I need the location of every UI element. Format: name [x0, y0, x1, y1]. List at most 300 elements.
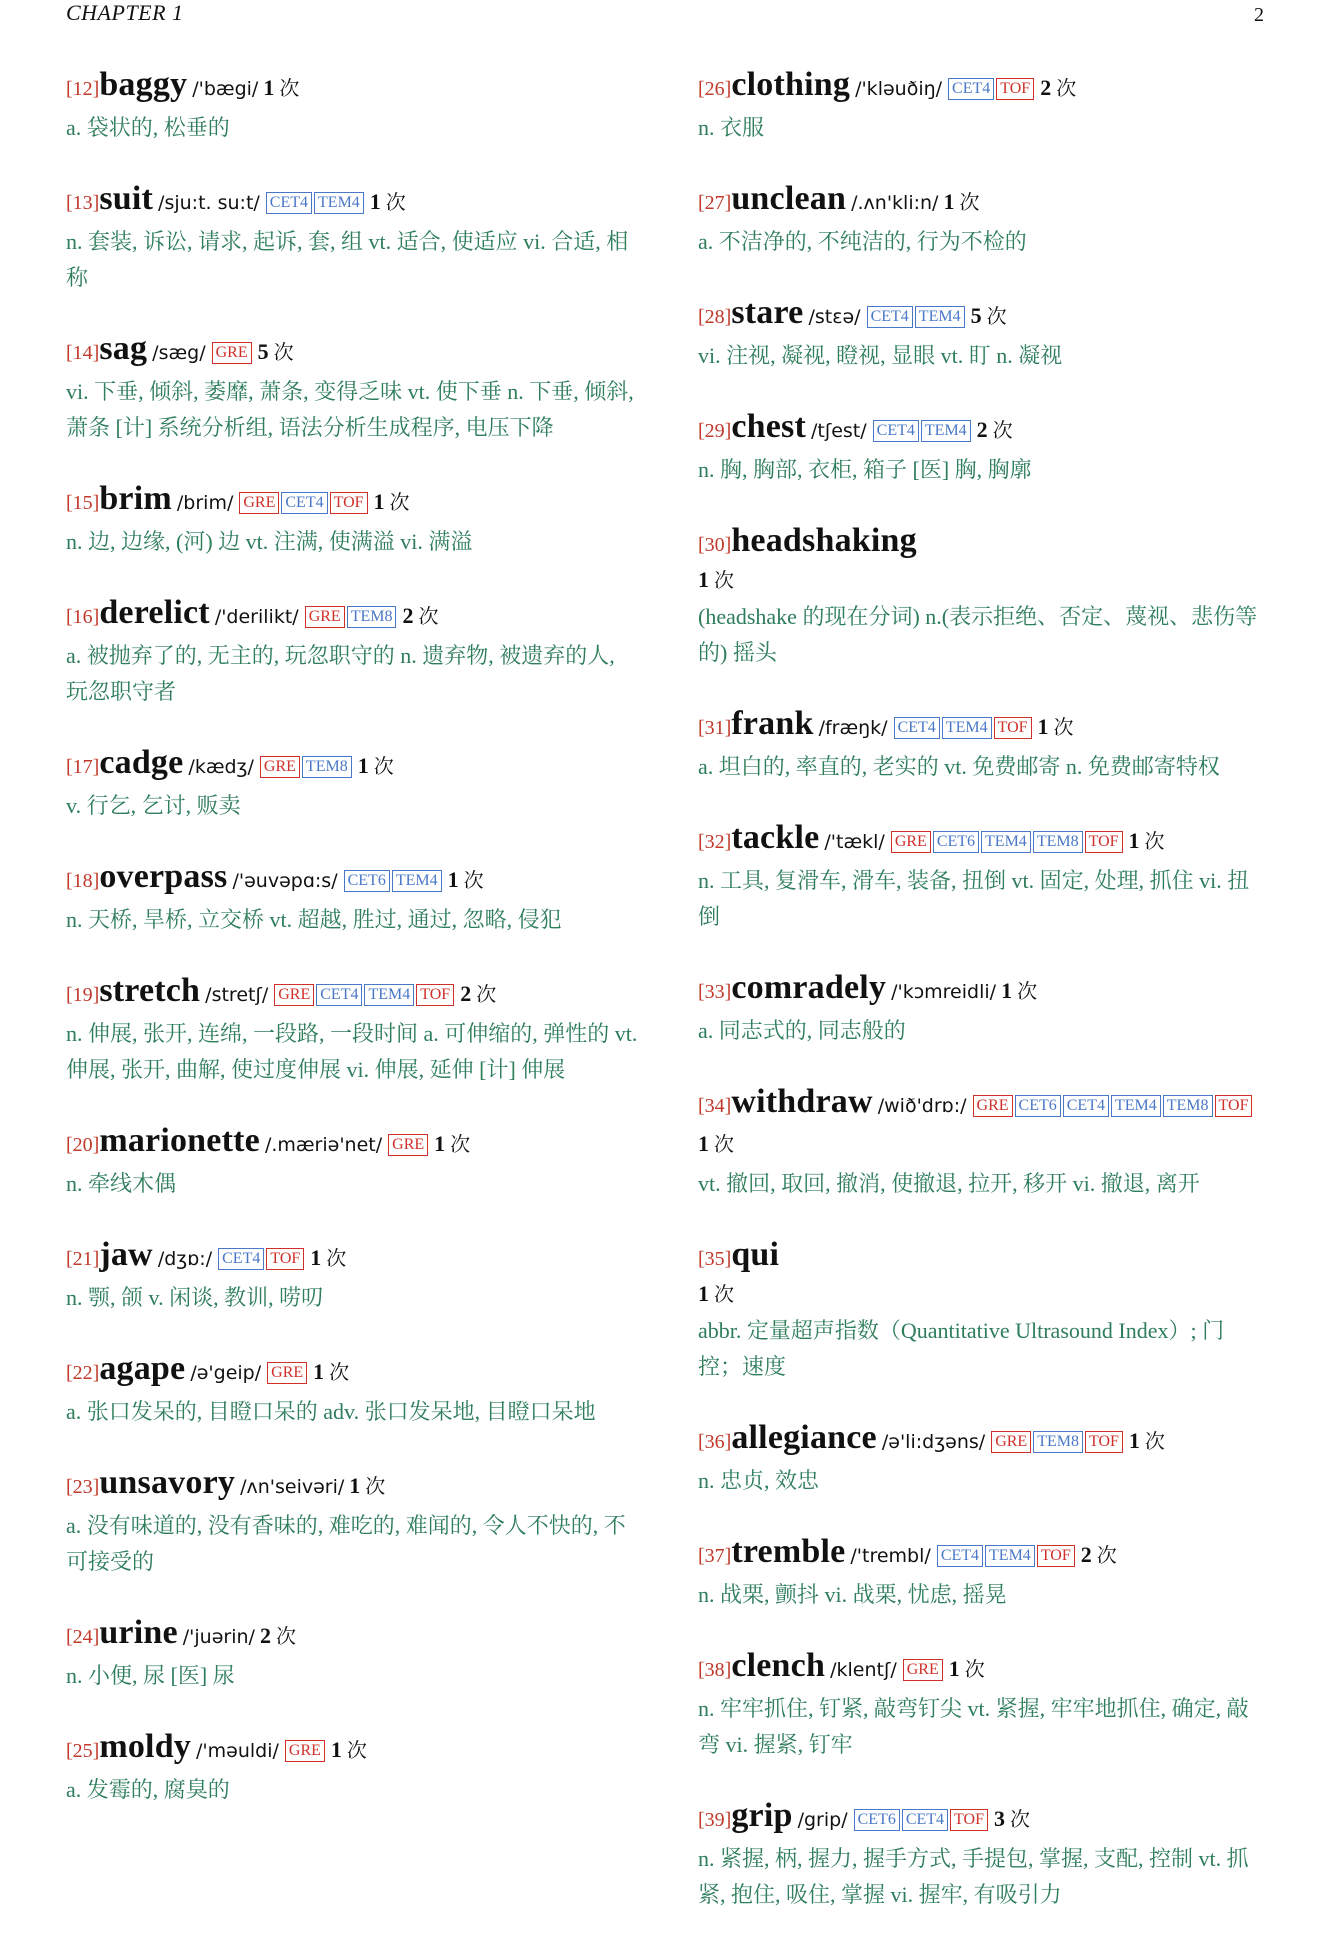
entry-word: stare	[731, 294, 804, 331]
entry-index: [18]	[66, 870, 100, 892]
entry-headline	[698, 1419, 1268, 1461]
occurrence-number: 1	[349, 1473, 361, 1498]
entry-index: [36]	[698, 1431, 732, 1453]
occurrence-count	[259, 1623, 296, 1648]
occurrence-count	[313, 1359, 350, 1384]
entry-pronunciation: /'juərin/	[182, 1626, 255, 1648]
word-entry	[698, 705, 1268, 785]
entry-headline	[698, 66, 1268, 108]
entry-word: stretch	[99, 972, 201, 1009]
entry-pronunciation: /.ʌn'kli:n/	[851, 192, 939, 214]
occurrence-number: 2	[460, 981, 472, 1006]
entry-index: [31]	[698, 717, 732, 739]
word-entry	[66, 972, 641, 1088]
occurrence-number: 5	[970, 303, 982, 328]
entry-word: cadge	[99, 744, 184, 781]
entry-headline	[698, 522, 1268, 597]
word-entry	[66, 1728, 641, 1808]
entry-index: [38]	[698, 1659, 732, 1681]
occurrence-number: 1	[313, 1359, 325, 1384]
exam-tag-tof: TOF	[266, 1248, 304, 1270]
occurrence-count	[698, 564, 1268, 597]
entry-index: [28]	[698, 306, 732, 328]
occurrence-number: 1	[1037, 714, 1049, 739]
entry-index: [20]	[66, 1134, 100, 1156]
entry-pronunciation: /sju:t. su:t/	[158, 192, 260, 214]
exam-tag-gre: GRE	[305, 606, 345, 628]
occurrence-suffix: 次	[476, 984, 497, 1006]
entry-index: [23]	[66, 1476, 100, 1498]
occurrence-number: 2	[976, 417, 988, 442]
word-entry	[66, 1614, 641, 1694]
exam-tag-gre: GRE	[274, 984, 314, 1006]
exam-tag-tem4: TEM4	[942, 717, 992, 739]
exam-tag-cet4: CET4	[1063, 1095, 1109, 1117]
entry-word: urine	[99, 1614, 178, 1651]
entry-definition: vi. 注视, 凝视, 瞪视, 显眼 vt. 盯 n. 凝视	[698, 343, 1063, 368]
exam-tag-cet4: CET4	[266, 192, 312, 214]
entry-index: [30]	[698, 534, 732, 556]
occurrence-count	[357, 753, 394, 778]
occurrence-suffix: 次	[1144, 831, 1165, 853]
occurrence-count	[698, 1278, 1268, 1311]
occurrence-count	[263, 75, 300, 100]
entry-definition: n. 忠贞, 效忠	[698, 1468, 820, 1493]
entry-word: sag	[99, 330, 148, 367]
entry-definition: n. 套装, 诉讼, 请求, 起诉, 套, 组 vt. 适合, 使适应 vi. 合适, 相称	[66, 229, 629, 290]
exam-tag-tem4: TEM4	[985, 1545, 1035, 1567]
entry-headline	[698, 969, 1268, 1011]
exam-tag-gre: GRE	[285, 1740, 325, 1762]
entry-word: marionette	[99, 1122, 260, 1159]
occurrence-number: 1	[263, 75, 275, 100]
entry-word: clothing	[731, 66, 851, 103]
word-entry	[698, 66, 1268, 146]
entry-pronunciation: /sæg/	[152, 342, 206, 364]
occurrence-suffix: 次	[714, 570, 734, 592]
entry-index: [29]	[698, 420, 732, 442]
entry-index: [22]	[66, 1362, 100, 1384]
occurrence-count	[402, 603, 439, 628]
entry-word: clench	[731, 1647, 826, 1684]
exam-tag-tem4: TEM4	[921, 420, 971, 442]
entry-definition: n. 紧握, 柄, 握力, 握手方式, 手提包, 掌握, 支配, 控制 vt. 抓紧, 抱住, 吸住, 掌握 vi. 握牢, 有吸引力	[698, 1846, 1249, 1907]
occurrence-suffix: 次	[329, 1362, 350, 1384]
word-entry	[66, 480, 641, 560]
exam-tag-tem8: TEM8	[1033, 831, 1083, 853]
occurrence-suffix: 次	[389, 492, 410, 514]
entry-headline	[66, 1350, 641, 1392]
word-entry	[66, 858, 641, 938]
occurrence-suffix: 次	[1144, 1431, 1165, 1453]
entry-pronunciation: /brim/	[176, 492, 234, 514]
occurrence-count	[369, 189, 406, 214]
entry-word: grip	[731, 1797, 793, 1834]
occurrence-number: 1	[447, 867, 459, 892]
occurrence-number: 2	[1040, 75, 1052, 100]
page-number: 2	[1254, 4, 1264, 26]
occurrence-suffix: 次	[964, 1659, 985, 1681]
exam-tag-cet4: CET4	[218, 1248, 264, 1270]
entry-definition: a. 袋状的, 松垂的	[66, 115, 230, 140]
exam-tag-tof: TOF	[996, 78, 1034, 100]
exam-tag-cet4: CET4	[937, 1545, 983, 1567]
entry-word: tremble	[731, 1533, 846, 1570]
entry-headline	[698, 1083, 1268, 1164]
entry-word: overpass	[99, 858, 228, 895]
occurrence-count	[970, 303, 1007, 328]
entry-word: headshaking	[731, 522, 917, 559]
entry-headline	[66, 480, 641, 522]
exam-tag-tof: TOF	[330, 492, 368, 514]
word-entry	[66, 66, 641, 146]
word-entry	[698, 294, 1268, 374]
exam-tag-tem8: TEM8	[1033, 1431, 1083, 1453]
entry-word: jaw	[99, 1236, 153, 1273]
entry-definition: a. 不洁净的, 不纯洁的, 行为不检的	[698, 229, 1027, 254]
occurrence-number: 2	[259, 1623, 271, 1648]
entry-definition: a. 发霉的, 腐臭的	[66, 1777, 230, 1802]
word-entry	[66, 330, 641, 446]
occurrence-count	[976, 417, 1013, 442]
exam-tag-cet6: CET6	[344, 870, 390, 892]
entry-definition: n. 天桥, 旱桥, 立交桥 vt. 超越, 胜过, 通过, 忽略, 侵犯	[66, 907, 562, 932]
occurrence-count	[373, 489, 410, 514]
entry-index: [35]	[698, 1248, 732, 1270]
entry-pronunciation: /stɛə/	[808, 306, 861, 328]
exam-tag-tem4: TEM4	[364, 984, 414, 1006]
entry-definition: a. 没有味道的, 没有香味的, 难吃的, 难闻的, 令人不快的, 不可接受的	[66, 1513, 626, 1574]
entry-headline	[698, 1533, 1268, 1575]
occurrence-count	[1001, 978, 1038, 1003]
exam-tag-cet6: CET6	[854, 1809, 900, 1831]
entry-index: [39]	[698, 1809, 732, 1831]
word-entry	[66, 594, 641, 710]
right-column	[698, 66, 1268, 1947]
occurrence-number: 1	[330, 1737, 342, 1762]
entry-definition: a. 坦白的, 率直的, 老实的 vt. 免费邮寄 n. 免费邮寄特权	[698, 754, 1220, 779]
word-entry	[66, 180, 641, 296]
entry-pronunciation: /stretʃ/	[205, 984, 269, 1006]
entry-index: [26]	[698, 78, 732, 100]
entry-headline	[698, 705, 1268, 747]
occurrence-number: 1	[1128, 1428, 1140, 1453]
exam-tag-cet4: CET4	[948, 78, 994, 100]
exam-tag-gre: GRE	[212, 342, 252, 364]
occurrence-count	[349, 1473, 386, 1498]
exam-tag-cet4: CET4	[316, 984, 362, 1006]
occurrence-count	[447, 867, 484, 892]
exam-tag-tof: TOF	[950, 1809, 988, 1831]
entry-definition: a. 同志式的, 同志般的	[698, 1018, 906, 1043]
occurrence-suffix: 次	[273, 342, 294, 364]
entry-definition: v. 行乞, 乞讨, 贩卖	[66, 793, 241, 818]
entry-index: [17]	[66, 756, 100, 778]
occurrence-suffix: 次	[1096, 1545, 1117, 1567]
entry-word: comradely	[731, 969, 887, 1006]
entry-word: moldy	[99, 1728, 192, 1765]
occurrence-number: 2	[402, 603, 414, 628]
exam-tag-tof: TOF	[994, 717, 1032, 739]
occurrence-number: 1	[310, 1245, 322, 1270]
entry-pronunciation: /klentʃ/	[830, 1659, 897, 1681]
entry-word: unclean	[731, 180, 847, 217]
entry-headline	[66, 1614, 641, 1656]
occurrence-number: 1	[369, 189, 381, 214]
word-entry	[698, 522, 1268, 671]
word-entry	[698, 1083, 1268, 1202]
exam-tag-tem4: TEM4	[392, 870, 442, 892]
exam-tag-tof: TOF	[416, 984, 454, 1006]
entry-word: brim	[99, 480, 172, 517]
entry-index: [14]	[66, 342, 100, 364]
occurrence-number: 1	[1001, 978, 1013, 1003]
exam-tag-cet6: CET6	[1015, 1095, 1061, 1117]
exam-tag-tof: TOF	[1037, 1545, 1075, 1567]
occurrence-suffix: 次	[1056, 78, 1077, 100]
entry-definition: n. 小便, 尿 [医] 尿	[66, 1663, 235, 1688]
page-header	[66, 0, 1264, 40]
entry-word: baggy	[99, 66, 188, 103]
entry-pronunciation: /'kləuðiŋ/	[855, 78, 943, 100]
entry-headline	[66, 66, 641, 108]
occurrence-suffix: 次	[373, 756, 394, 778]
word-entry	[698, 819, 1268, 935]
entry-index: [37]	[698, 1545, 732, 1567]
occurrence-number: 1	[943, 189, 955, 214]
entry-pronunciation: /'derilikt/	[214, 606, 299, 628]
entry-word: allegiance	[731, 1419, 877, 1456]
exam-tag-tem8: TEM8	[302, 756, 352, 778]
occurrence-number: 1	[948, 1656, 960, 1681]
entry-headline	[66, 744, 641, 786]
word-entry	[698, 1797, 1268, 1913]
entry-pronunciation: /.mæriə'net/	[264, 1134, 383, 1156]
occurrence-count	[257, 339, 294, 364]
exam-tag-tem4: TEM4	[314, 192, 364, 214]
word-entry	[698, 408, 1268, 488]
entry-pronunciation: /'məuldi/	[196, 1740, 279, 1762]
entry-index: [13]	[66, 192, 100, 214]
entry-definition: abbr. 定量超声指数（Quantitative Ultrasound Index）; 门控；速度	[698, 1318, 1225, 1379]
occurrence-suffix: 次	[986, 306, 1007, 328]
occurrence-number: 1	[1128, 828, 1140, 853]
entry-index: [32]	[698, 831, 732, 853]
entry-pronunciation: /'kɔmreidli/	[891, 981, 997, 1003]
occurrence-count	[310, 1245, 347, 1270]
entry-index: [21]	[66, 1248, 100, 1270]
exam-tag-cet4: CET4	[867, 306, 913, 328]
entry-pronunciation: /wið'drɒ:/	[877, 1095, 967, 1117]
entry-pronunciation: /ʌn'seivəri/	[240, 1476, 345, 1498]
entry-headline	[66, 972, 641, 1014]
entry-headline	[698, 1647, 1268, 1689]
exam-tag-cet4: CET4	[902, 1809, 948, 1831]
entry-word: frank	[731, 705, 814, 742]
occurrence-suffix: 次	[1009, 1809, 1030, 1831]
word-entry	[66, 1350, 641, 1430]
exam-tag-cet6: CET6	[933, 831, 979, 853]
occurrence-number: 1	[698, 1131, 709, 1156]
entry-headline	[698, 819, 1268, 861]
entry-definition: n. 工具, 复滑车, 滑车, 装备, 扭倒 vt. 固定, 处理, 抓住 vi. 扭倒	[698, 868, 1250, 929]
entry-pronunciation: /'tækl/	[824, 831, 885, 853]
exam-tag-tem4: TEM4	[1111, 1095, 1161, 1117]
entry-definition: n. 牵线木偶	[66, 1171, 177, 1196]
occurrence-suffix: 次	[275, 1626, 296, 1648]
exam-tag-tem4: TEM4	[981, 831, 1031, 853]
entry-index: [16]	[66, 606, 100, 628]
word-entry	[66, 1464, 641, 1580]
word-entry	[698, 180, 1268, 260]
entry-definition: n. 伸展, 张开, 连绵, 一段路, 一段时间 a. 可伸缩的, 弹性的 vt. 伸展, 张开, 曲解, 使过度伸展 vi. 伸展, 延伸 [计] 伸展	[66, 1021, 638, 1082]
exam-tag-gre: GRE	[260, 756, 300, 778]
occurrence-suffix: 次	[365, 1476, 386, 1498]
occurrence-number: 1	[357, 753, 369, 778]
occurrence-number: 3	[993, 1806, 1005, 1831]
entry-headline	[66, 594, 641, 636]
occurrence-suffix: 次	[346, 1740, 367, 1762]
entry-definition: n. 衣服	[698, 115, 765, 140]
entry-pronunciation: /'bægi/	[192, 78, 259, 100]
entry-index: [15]	[66, 492, 100, 514]
occurrence-suffix: 次	[959, 192, 980, 214]
word-entry	[698, 969, 1268, 1049]
entry-index: [27]	[698, 192, 732, 214]
entry-pronunciation: /'trembl/	[850, 1545, 931, 1567]
entry-pronunciation: /fræŋk/	[818, 717, 888, 739]
entry-word: suit	[99, 180, 154, 217]
entry-definition: a. 被抛弃了的, 无主的, 玩忽职守的 n. 遗弃物, 被遗弃的人, 玩忽职守者	[66, 643, 615, 704]
occurrence-suffix: 次	[450, 1134, 471, 1156]
occurrence-count	[1128, 828, 1165, 853]
exam-tag-gre: GRE	[991, 1431, 1031, 1453]
occurrence-number: 5	[257, 339, 269, 364]
occurrence-count	[1128, 1428, 1165, 1453]
entry-definition: n. 边, 边缘, (河) 边 vt. 注满, 使满溢 vi. 满溢	[66, 529, 473, 554]
entry-index: [34]	[698, 1095, 732, 1117]
exam-tag-gre: GRE	[267, 1362, 307, 1384]
entry-headline	[66, 1728, 641, 1770]
occurrence-count	[698, 1131, 734, 1156]
occurrence-number: 2	[1080, 1542, 1092, 1567]
exam-tag-tem8: TEM8	[1163, 1095, 1213, 1117]
occurrence-suffix: 次	[418, 606, 439, 628]
occurrence-number: 1	[698, 567, 709, 592]
entry-index: [33]	[698, 981, 732, 1003]
entry-definition: (headshake 的现在分词) n.(表示拒绝、否定、蔑视、悲伤等的) 摇头	[698, 604, 1258, 665]
entry-pronunciation: /kædʒ/	[188, 756, 254, 778]
entry-word: derelict	[99, 594, 210, 631]
entry-definition: n. 胸, 胸部, 衣柜, 箱子 [医] 胸, 胸廓	[698, 457, 1032, 482]
word-entry	[698, 1419, 1268, 1499]
occurrence-number: 1	[698, 1281, 709, 1306]
entry-word: withdraw	[731, 1083, 873, 1120]
exam-tag-gre: GRE	[388, 1134, 428, 1156]
entry-index: [25]	[66, 1740, 100, 1762]
exam-tag-gre: GRE	[973, 1095, 1013, 1117]
occurrence-count	[330, 1737, 367, 1762]
exam-tag-gre: GRE	[903, 1659, 943, 1681]
occurrence-count	[948, 1656, 985, 1681]
exam-tag-gre: GRE	[239, 492, 279, 514]
exam-tag-tof: TOF	[1215, 1095, 1253, 1117]
exam-tag-tem4: TEM4	[915, 306, 965, 328]
exam-tag-tof: TOF	[1085, 831, 1123, 853]
entry-word: tackle	[731, 819, 820, 856]
entry-pronunciation: /ə'li:dʒəns/	[881, 1431, 986, 1453]
exam-tag-cet4: CET4	[281, 492, 327, 514]
entry-word: qui	[731, 1236, 780, 1273]
left-column	[66, 66, 641, 1842]
occurrence-suffix: 次	[714, 1284, 734, 1306]
occurrence-count	[943, 189, 980, 214]
exam-tag-tof: TOF	[1085, 1431, 1123, 1453]
entry-word: unsavory	[99, 1464, 236, 1501]
word-entry	[698, 1236, 1268, 1385]
occurrence-count	[1040, 75, 1077, 100]
entry-definition: n. 颚, 颌 v. 闲谈, 教训, 唠叨	[66, 1285, 324, 1310]
entry-pronunciation: /'əuvəpɑ:s/	[232, 870, 338, 892]
word-entry	[698, 1647, 1268, 1763]
word-entry	[698, 1533, 1268, 1613]
occurrence-count	[460, 981, 497, 1006]
entry-word: agape	[99, 1350, 186, 1387]
occurrence-suffix: 次	[992, 420, 1013, 442]
entry-word: chest	[731, 408, 806, 445]
entry-definition: a. 张口发呆的, 目瞪口呆的 adv. 张口发呆地, 目瞪口呆地	[66, 1399, 596, 1424]
entry-headline	[698, 180, 1268, 222]
entry-headline	[698, 294, 1268, 336]
word-entry	[66, 1236, 641, 1316]
entry-headline	[698, 1797, 1268, 1839]
entry-pronunciation: /grip/	[797, 1809, 848, 1831]
occurrence-count	[434, 1131, 471, 1156]
occurrence-suffix: 次	[1017, 981, 1038, 1003]
occurrence-suffix: 次	[279, 78, 300, 100]
entry-headline	[66, 858, 641, 900]
entry-definition: vi. 下垂, 倾斜, 萎靡, 萧条, 变得乏味 vt. 使下垂 n. 下垂, 倾斜, 萧条 [计] 系统分析组, 语法分析生成程序, 电压下降	[66, 379, 634, 440]
occurrence-suffix: 次	[385, 192, 406, 214]
chapter-title: CHAPTER 1	[66, 0, 184, 25]
entry-headline	[66, 1122, 641, 1164]
occurrence-number: 1	[373, 489, 385, 514]
entry-definition: vt. 撤回, 取回, 撤消, 使撤退, 拉开, 移开 vi. 撤退, 离开	[698, 1171, 1200, 1196]
occurrence-suffix: 次	[714, 1134, 734, 1156]
occurrence-number: 1	[434, 1131, 446, 1156]
occurrence-count	[1080, 1542, 1117, 1567]
entry-headline	[698, 408, 1268, 450]
entry-headline	[66, 1236, 641, 1278]
entry-pronunciation: /ə'geip/	[190, 1362, 262, 1384]
exam-tag-cet4: CET4	[894, 717, 940, 739]
entry-headline	[66, 1464, 641, 1506]
entry-pronunciation: /dʒɒ:/	[157, 1248, 213, 1270]
occurrence-suffix: 次	[1053, 717, 1074, 739]
exam-tag-gre: GRE	[891, 831, 931, 853]
word-entry	[66, 1122, 641, 1202]
word-entry	[66, 744, 641, 824]
exam-tag-cet4: CET4	[873, 420, 919, 442]
occurrence-suffix: 次	[463, 870, 484, 892]
entry-definition: n. 战栗, 颤抖 vi. 战栗, 忧虑, 摇晃	[698, 1582, 1007, 1607]
entry-pronunciation: /tʃest/	[810, 420, 867, 442]
entry-index: [19]	[66, 984, 100, 1006]
entry-headline	[66, 180, 641, 222]
entry-headline	[66, 330, 641, 372]
entry-headline	[698, 1236, 1268, 1311]
occurrence-count	[993, 1806, 1030, 1831]
